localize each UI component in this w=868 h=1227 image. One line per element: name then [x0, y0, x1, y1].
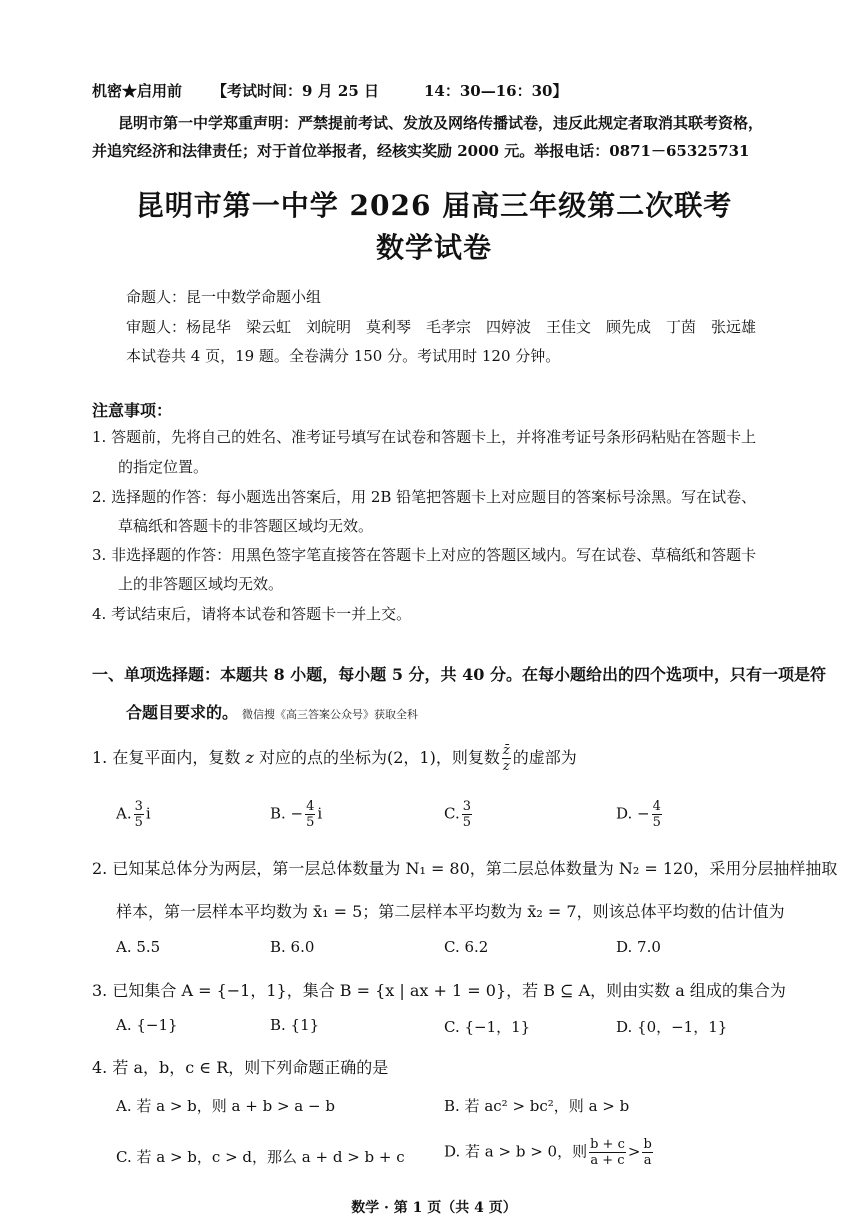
q3-option-b: B. {1} — [270, 1016, 320, 1034]
q1-stem-b: 对应的点的坐标为(2，1)，则复数 — [253, 748, 500, 767]
exam-subject-title: 数学试卷 — [375, 231, 492, 264]
q2-option-b: B. 6.0 — [270, 938, 315, 956]
q1-b-den: 5 — [306, 815, 315, 830]
q1-c-den: 5 — [462, 815, 471, 830]
section-heading-cont — [126, 700, 418, 723]
q4-option-c: C. 若 a > b，c > d，那么 a + d > b + c — [116, 1148, 405, 1166]
q2-option-d: D. 7.0 — [616, 938, 661, 956]
q1-stem-a: 1. 在复平面内，复数 — [92, 748, 246, 767]
notice-item-1: 1. 答题前，先将自己的姓名、准考证号填写在试卷和答题卡上，并将准考证号条形码粘贴在答题卡上 — [92, 428, 757, 446]
section-heading: 一、单项选择题：本题共 8 小题，每小题 5 分，共 40 分。在每小题给出的四个选项中，只有一项是符 — [92, 665, 826, 684]
statement-line-2: 并追究经济和法律责任；对于首位举报者，经核实奖励 2000 元。举报电话：0871－65325731 — [92, 142, 750, 160]
q1-a-tail: i — [145, 804, 151, 823]
q2-option-c: C. 6.2 — [444, 938, 489, 956]
notice-item-4: 4. 考试结束后，请将本试卷和答题卡一并上交。 — [92, 605, 412, 623]
q1-d-frac — [652, 800, 662, 829]
q1-c-label: C. — [444, 804, 460, 823]
q4-d-den-1: a + c — [590, 1153, 625, 1168]
q1-stem-var: z — [245, 748, 254, 767]
notice-item-3: 3. 非选择题的作答：用黑色签字笔直接答在答题卡上对应的答题区域内。写在试卷、草稿纸和答题卡 — [92, 546, 757, 564]
q1-d-den: 5 — [652, 815, 661, 830]
exam-time: 【考试时间：9 月 25 日 14：30—16：30】 — [212, 82, 568, 100]
confidential-label: 机密★启用前 — [92, 82, 183, 100]
notice-item-3-cont: 上的非答题区域均无效。 — [118, 575, 284, 593]
statement-line-1: 昆明市第一中学郑重声明：严禁提前考试、发放及网络传播试卷，违反此规定者取消其联考资格， — [118, 114, 764, 132]
q1-stem-c: 的虚部为 — [512, 748, 577, 767]
notice-item-2: 2. 选择题的作答：每小题选出答案后，用 2B 铅笔把答题卡上对应题目的答案标号涂黑。写在试卷、 — [92, 488, 757, 506]
q4-option-a: A. 若 a > b，则 a + b > a − b — [116, 1097, 335, 1115]
q3-option-a: A. {−1} — [116, 1016, 178, 1034]
section-heading-cont-text: 合题目要求的。 — [126, 703, 239, 722]
q4-d-frac-1 — [589, 1138, 626, 1167]
q1-c-frac — [462, 800, 472, 829]
q1-d-label: D. − — [616, 804, 650, 823]
q1-b-tail: i — [317, 804, 323, 823]
page-footer: 数学 · 第 1 页（共 4 页） — [351, 1200, 517, 1216]
q1-b-num: 4 — [306, 799, 315, 814]
q1-b-frac — [305, 800, 315, 829]
paper-summary: 本试卷共 4 页，19 题。全卷满分 150 分。考试用时 120 分钟。 — [126, 347, 561, 365]
notice-heading: 注意事项： — [92, 401, 173, 420]
q4-d-den-2: a — [643, 1153, 652, 1168]
q1-a-num: 3 — [134, 799, 143, 814]
question-1-stem — [92, 744, 577, 773]
reviewers: 审题人：杨昆华 梁云虹 刘皖明 莫利琴 毛孝宗 四婷波 王佳文 顾先成 丁茵 张远雄 — [126, 318, 757, 336]
q1-option-b — [270, 800, 322, 829]
q1-option-a — [116, 800, 151, 829]
q1-option-c — [444, 800, 474, 829]
watermark-note: 微信搜《高三答案公众号》获取全科 — [242, 708, 419, 721]
q3-option-d: D. {0，−1，1} — [616, 1018, 728, 1036]
exam-title: 昆明市第一中学 2026 届高三年级第二次联考 — [135, 189, 733, 222]
q3-option-c: C. {−1，1} — [444, 1018, 531, 1036]
q4-d-num-2: b — [643, 1137, 652, 1152]
q1-fraction — [502, 744, 511, 773]
q4-option-b: B. 若 ac² > bc²，则 a > b — [444, 1097, 630, 1115]
q1-frac-den: z — [502, 759, 510, 774]
q4-d-num-1: b + c — [590, 1137, 625, 1152]
q1-a-label: A. — [116, 804, 132, 823]
notice-item-1-cont: 的指定位置。 — [118, 458, 209, 476]
q1-option-d — [616, 800, 664, 829]
q1-c-num: 3 — [462, 799, 471, 814]
q4-d-frac-2 — [642, 1138, 652, 1167]
question-2-stem-cont: 样本，第一层样本平均数为 x̄₁ = 5；第二层样本平均数为 x̄₂ = 7，则该总体平均数的估计值为 — [116, 902, 785, 921]
question-2-stem: 2. 已知某总体分为两层，第一层总体数量为 N₁ = 80，第二层总体数量为 N₂ = 120，采用分层抽样抽取 — [92, 859, 838, 878]
q1-frac-num: z̄ — [502, 743, 510, 758]
question-setter: 命题人：昆一中数学命题小组 — [126, 288, 322, 306]
q1-b-label: B. − — [270, 804, 304, 823]
q1-a-frac — [134, 800, 144, 829]
notice-item-2-cont: 草稿纸和答题卡的非答题区域均无效。 — [118, 517, 374, 535]
q2-option-a: A. 5.5 — [116, 938, 161, 956]
q4-d-prefix: D. 若 a > b > 0，则 — [444, 1142, 588, 1161]
q1-a-den: 5 — [134, 815, 143, 830]
q4-d-gt: > — [627, 1142, 641, 1161]
q4-option-d — [444, 1138, 655, 1167]
q1-d-num: 4 — [652, 799, 661, 814]
question-3-stem: 3. 已知集合 A = {−1，1}，集合 B = {x | ax + 1 = 0}，若 B ⊆ A，则由实数 a 组成的集合为 — [92, 981, 786, 1000]
question-4-stem: 4. 若 a，b，c ∈ R，则下列命题正确的是 — [92, 1058, 389, 1077]
